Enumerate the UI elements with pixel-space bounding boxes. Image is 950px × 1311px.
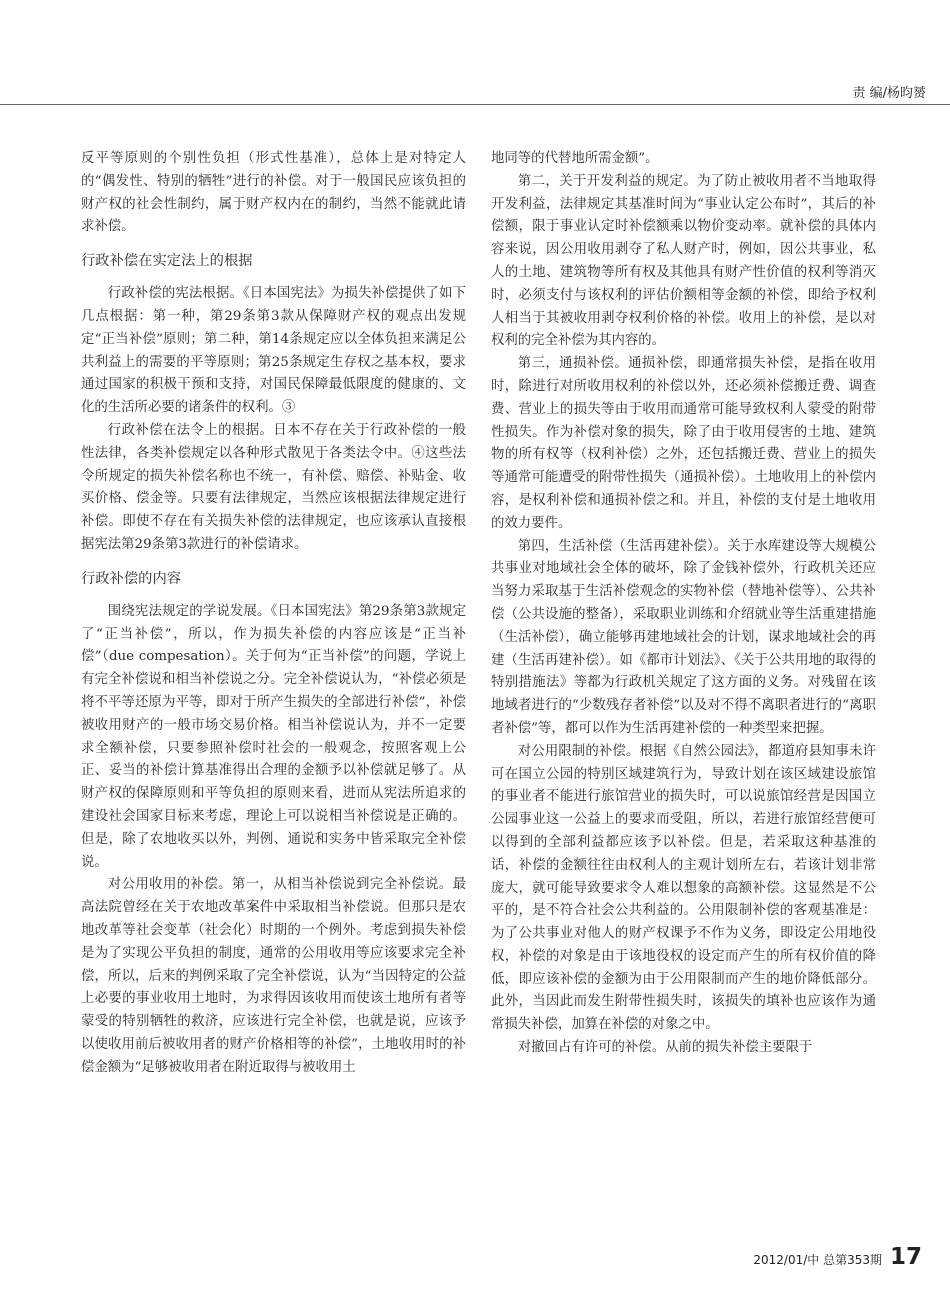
section-heading: 行政补偿在实定法上的根据 [81, 253, 253, 270]
paragraph: 行政补偿在法令上的根据。日本不存在关于行政补偿的一般性法律，各类补偿规定以各种形式散见于各类法令中。④这些法令所规定的损失补偿名称也不统一，有补偿、赔偿、补贴金、收买价格、偿金等。只要有法律规定，当然应该根据法律规定进行补偿。即使不存在有关损失补偿的法律规定，也应该承认直接根据宪法第29条第3款进行的补偿请求。 [81, 422, 466, 552]
paragraph: 行政补偿的宪法根据。《日本国宪法》为损失补偿提供了如下几点根据：第一种，第29条第3款从保障财产权的观点出发规定“正当补偿”原则；第二种，第14条规定应以全体负担来满足公共利益上的需要的平等原则；第25条规定生存权之基本权，要求通过国家的积极干预和支持，对国民保障最低限度的健康的、文化的生活所必要的诸条件的权利。③ [81, 286, 466, 416]
page-number: 17 [889, 1244, 922, 1270]
left-column [81, 148, 466, 1079]
paragraph: 反平等原则的个别性负担（形式性基准），总体上是对特定人的“偶发性、特别的牺牲”进行的补偿。对于一般国民应该负担的财产权的社会性制约，属于财产权内在的制约，当然不能就此请求补偿。 [81, 151, 466, 235]
issue-info: 2012/01/中 总第353期 [753, 1253, 882, 1267]
page-footer [753, 1244, 922, 1270]
header-rule [0, 104, 950, 105]
paragraph: 地同等的代替地所需金额”。 [491, 151, 659, 166]
paragraph: 围绕宪法规定的学说发展。《日本国宪法》第29条第3款规定了“正当补偿”，所以，作为损失补偿的内容应该是“正当补偿”（due compesation）。关于何为“正当补偿”的问题，学说上有完全补偿说和相当补偿说之分。完全补偿说认为，“补偿必须是将不平等还原为平等，即对于所产生损失的全部进行补偿”，补偿被收用财产的一般市场交易价格。相当补偿说认为，并不一定要求全额补偿，只要参照补偿时社会的一般观念，按照客观上公正、妥当的补偿计算基准得出合理的金额予以补偿就足够了。从财产权的保障原则和平等负担的原则来看，进而从宪法所追求的建设社会国家目标来考虑，理论上可以说相当补偿说是正确的。但是，除了农地收买以外，判例、通说和实务中皆采取完全补偿说。 [81, 603, 466, 870]
paragraph: 对撤回占有许可的补偿。从前的损失补偿主要限于 [517, 1040, 813, 1056]
paragraph: 第三，通损补偿。通损补偿，即通常损失补偿，是指在收用时，除进行对所收用权利的补偿以外，还必须补偿搬迁费、调查费、营业上的损失等由于收用而通常可能导致权利人蒙受的附带性损失。作为补偿对象的损失，除了由于收用侵害的土地、建筑物的所有权等（权利补偿）之外，还包括搬迁费、营业上的损失等通常可能遭受的附带性损失（通损补偿）。土地收用上的补偿内容，是权利补偿和通损补偿之和。并且，补偿的支付是土地收用的效力要件。 [491, 356, 876, 531]
paragraph: 第四，生活补偿（生活再建补偿）。关于水库建设等大规模公共事业对地域社会全体的破坏，除了金钱补偿外，行政机关还应当努力采取基于生活补偿观念的实物补偿（替地补偿等）、公共补偿（公共设施的整备），采取职业训练和介绍就业等生活重建措施（生活补偿），确立能够再建地域社会的计划，谋求地域社会的再建（生活再建补偿）。如《都市计划法》、《关于公共用地的取得的特别措施法》等都为行政机关规定了这方面的义务。对残留在该地域者进行的“少数残存者补偿”以及对不得不离职者进行的“离职者补偿”等，都可以作为生活再建补偿的一种类型来把握。 [491, 538, 876, 736]
paragraph: 对公用收用的补偿。第一，从相当补偿说到完全补偿说。最高法院曾经在关于农地改革案件中采取相当补偿说。但那只是农地改革等社会变革（社会化）时期的一个例外。考虑到损失补偿是为了实现公平负担的制度，通常的公用收用等应该要求完全补偿，所以，后来的判例采取了完全补偿说，认为“当因特定的公益上必要的事业收用土地时，为求得因该收用而使该土地所有者等蒙受的特别牺牲的救济，应该进行完全补偿，也就是说，应该予以使收用前后被收用者的财产价格相等的补偿”，土地收用时的补偿金额为“足够被收用者在附近取得与被收用土 [81, 877, 466, 1075]
section-heading: 行政补偿的内容 [81, 570, 182, 587]
editor-credit: 责 编/杨昀赟 [852, 86, 926, 101]
right-column [491, 148, 876, 1060]
paragraph: 第二，关于开发利益的规定。为了防止被收用者不当地取得开发利益，法律规定其基准时间为“事业认定公布时”，其后的补偿额，限于事业认定时补偿额乘以物价变动率。就补偿的具体内容来说，因公用收用剥夺了私人财产时，例如，因公共事业，私人的土地、建筑物等所有权及其他具有财产性价值的权利等消灭时，必须支付与该权利的评估价额相等金额的补偿，即给予权利人相当于其被收用剥夺权利价格的补偿。收用上的补偿，是以对权利的完全补偿为其内容的。 [491, 173, 876, 349]
paragraph: 对公用限制的补偿。根据《自然公园法》，都道府县知事未许可在国立公园的特别区域建筑行为，导致计划在该区域建设旅馆的事业者不能进行旅馆营业的损失时，可以说旅馆经营是因国立公园事业这一公益上的要求而受阻，所以，若进行旅馆经营便可以得到的全部利益都应该予以补偿。但是，若采取这种基准的话，补偿的金额往往由权利人的主观计划所左右，若该计划非常庞大，就可能导致要求令人难以想象的高额补偿。这显然是不公平的，是不符合社会公共利益的。公用限制补偿的客观基准是：为了公共事业对他人的财产权课予不作为义务，即设定公用地役权，补偿的对象是由于该地役权的设定而产生的所有权价值的降低，即应该补偿的金额为由于公用限制而产生的地价降低部分。此外，当因此而发生附带性损失时，该损失的填补也应该作为通常损失补偿，加算在补偿的对象之中。 [491, 743, 876, 1033]
